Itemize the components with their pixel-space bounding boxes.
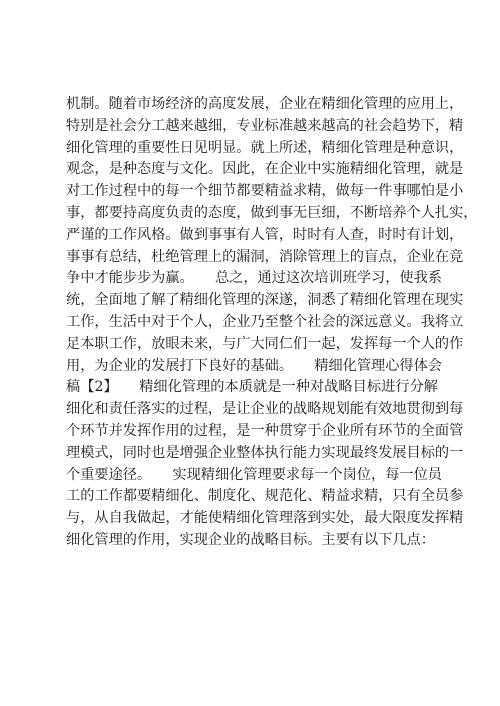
text-line: 细化管理的作用，实现企业的战略目标。主要有以下几点：	[66, 531, 435, 548]
text-line: 理模式，同时也是增强企业整体执行能力实现最终发展目标的一	[66, 444, 464, 461]
text-line: 细化和责任落实的过程，是让企业的战略规划能有效地贯彻到每	[66, 401, 464, 418]
text-line: 争中才能步步为赢。 总之，通过这次培训班学习，使我系	[66, 270, 442, 287]
text-line: 对工作过程中的每一个细节都要精益求精，做每一件事哪怕是小	[66, 183, 464, 200]
text-line: 观念，是种态度与文化。因此，在企业中实施精细化管理，就是	[66, 161, 464, 178]
text-line: 稿【2】 精细化管理的本质就是一种对战略目标进行分解	[66, 379, 438, 396]
document-body	[66, 94, 478, 552]
text-line: 机制。随着市场经济的高度发展，企业在精细化管理的应用上，	[66, 96, 464, 112]
text-line: 与，从自我做起，才能使精细化管理落到实处，最大限度发挥精	[66, 510, 464, 527]
text-line: 统，全面地了解了精细化管理的深遂，洞悉了精细化管理在现实	[66, 292, 464, 309]
text-line: 事事有总结，杜绝管理上的漏洞，消除管理上的盲点，企业在竞	[66, 248, 464, 265]
text-line: 个环节并发挥作用的过程，是一种贯穿于企业所有环节的全面管	[66, 422, 464, 439]
text-line: 特别是社会分工越来越细，专业标准越来越高的社会趋势下，精	[66, 117, 464, 134]
text-line: 足本职工作，放眼未来，与广大同仁们一起，发挥每一个人的作	[66, 335, 464, 352]
text-line: 用，为企业的发展打下良好的基础。 精细化管理心得体会	[66, 357, 442, 374]
text-line: 工作，生活中对于个人，企业乃至整个社会的深远意义。我将立	[66, 313, 464, 330]
text-line: 细化管理的重要性日见明显。就上所述，精细化管理是种意识，	[66, 139, 464, 156]
text-line: 个重要途径。 实现精细化管理要求每一个岗位，每一位员	[66, 466, 442, 483]
text-line: 工的工作都要精细化、制度化、规范化、精益求精，只有全员参	[66, 488, 464, 505]
text-line: 事，都要持高度负责的态度，做到事无巨细，不断培养个人扎实，	[66, 204, 478, 221]
text-line: 严谨的工作风格。做到事事有人管，时时有人查，时时有计划，	[66, 226, 464, 243]
